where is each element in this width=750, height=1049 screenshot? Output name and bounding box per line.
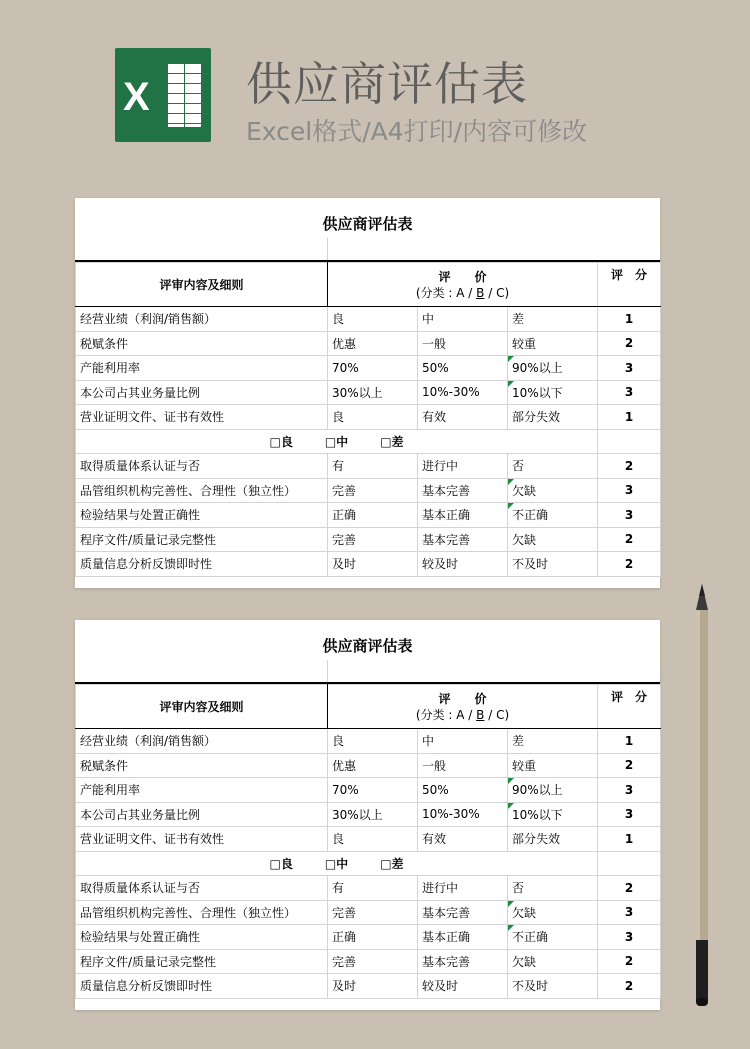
rating-a-cell[interactable]: 良 xyxy=(328,827,418,852)
rating-b-cell[interactable]: 较及时 xyxy=(418,552,508,577)
page-subtitle: Excel格式/A4打印/内容可修改 xyxy=(246,117,588,146)
rating-sub-prefix: (分类 : A / xyxy=(415,285,477,300)
section-option[interactable]: □差 xyxy=(380,434,404,449)
rating-b-cell[interactable]: 有效 xyxy=(418,405,508,430)
criteria-cell[interactable]: 产能利用率 xyxy=(76,356,328,381)
rating-a-cell[interactable]: 有 xyxy=(328,876,418,901)
rating-c-cell[interactable]: 不正确 xyxy=(508,503,598,528)
rating-a-cell[interactable]: 完善 xyxy=(328,478,418,503)
rating-b-cell[interactable]: 一般 xyxy=(418,753,508,778)
rating-a-cell[interactable]: 及时 xyxy=(328,552,418,577)
rating-header-label: 评 价 xyxy=(438,691,487,706)
table-row xyxy=(76,527,661,552)
rating-b-cell[interactable]: 进行中 xyxy=(418,454,508,479)
table-row xyxy=(76,380,661,405)
rating-sub-suffix: / C) xyxy=(484,285,510,300)
score-cell[interactable]: 1 xyxy=(598,307,661,332)
score-cell[interactable]: 3 xyxy=(598,778,661,803)
rating-a-cell[interactable]: 70% xyxy=(328,356,418,381)
criteria-cell[interactable]: 经营业绩（利润/销售额） xyxy=(76,729,328,754)
excel-logo-icon xyxy=(115,48,211,142)
rating-header-label: 评 价 xyxy=(438,269,487,284)
table-row xyxy=(76,949,661,974)
criteria-cell[interactable]: 品管组织机构完善性、合理性（独立性） xyxy=(76,900,328,925)
rating-header-sub xyxy=(332,707,593,723)
criteria-cell[interactable]: 本公司占其业务量比例 xyxy=(76,802,328,827)
rating-a-cell[interactable]: 良 xyxy=(328,405,418,430)
criteria-cell[interactable]: 程序文件/质量记录完整性 xyxy=(76,527,328,552)
blank-row xyxy=(75,238,660,262)
pencil-icon xyxy=(692,584,712,1006)
sheet-preview-2 xyxy=(75,620,660,1010)
rating-c-cell[interactable]: 不及时 xyxy=(508,974,598,999)
sheet-preview-1 xyxy=(75,198,660,588)
rating-c-cell[interactable]: 欠缺 xyxy=(508,527,598,552)
table-row xyxy=(76,925,661,950)
score-cell[interactable]: 2 xyxy=(598,949,661,974)
criteria-cell[interactable]: 检验结果与处置正确性 xyxy=(76,503,328,528)
empty-cell[interactable] xyxy=(598,429,661,454)
score-cell[interactable]: 2 xyxy=(598,753,661,778)
score-cell[interactable]: 3 xyxy=(598,380,661,405)
table-row xyxy=(76,900,661,925)
rating-a-cell[interactable]: 70% xyxy=(328,778,418,803)
rating-c-cell[interactable]: 90%以上 xyxy=(508,356,598,381)
criteria-cell[interactable]: 税赋条件 xyxy=(76,753,328,778)
rating-a-cell[interactable]: 有 xyxy=(328,454,418,479)
rating-c-cell[interactable]: 90%以上 xyxy=(508,778,598,803)
rating-c-cell[interactable]: 差 xyxy=(508,307,598,332)
blank-row xyxy=(75,660,660,684)
rating-header-sub xyxy=(332,285,593,301)
rating-c-cell[interactable]: 较重 xyxy=(508,331,598,356)
rating-b-cell[interactable]: 进行中 xyxy=(418,876,508,901)
section-option[interactable]: □中 xyxy=(324,434,349,449)
criteria-cell[interactable]: 产能利用率 xyxy=(76,778,328,803)
rating-b-cell[interactable]: 50% xyxy=(418,356,508,381)
criteria-cell[interactable]: 检验结果与处置正确性 xyxy=(76,925,328,950)
score-cell[interactable]: 2 xyxy=(598,454,661,479)
rating-c-cell[interactable]: 10%以下 xyxy=(508,802,598,827)
score-cell[interactable]: 2 xyxy=(598,331,661,356)
score-header: 评 分 xyxy=(598,685,661,729)
evaluation-table xyxy=(75,262,661,577)
excel-logo-letter: X xyxy=(123,75,150,119)
rating-sub-b: B xyxy=(476,285,485,300)
criteria-cell[interactable]: 程序文件/质量记录完整性 xyxy=(76,949,328,974)
criteria-cell[interactable]: 本公司占其业务量比例 xyxy=(76,380,328,405)
score-header: 评 分 xyxy=(598,263,661,307)
rating-a-cell[interactable]: 及时 xyxy=(328,974,418,999)
score-cell[interactable]: 2 xyxy=(598,974,661,999)
rating-header xyxy=(328,685,598,729)
table-row xyxy=(76,778,661,803)
rating-b-cell[interactable]: 基本正确 xyxy=(418,503,508,528)
score-cell[interactable]: 3 xyxy=(598,356,661,381)
table-row xyxy=(76,753,661,778)
rating-sub-prefix: (分类 : A / xyxy=(415,707,477,722)
score-cell[interactable]: 1 xyxy=(598,729,661,754)
rating-a-cell[interactable]: 优惠 xyxy=(328,331,418,356)
table-row xyxy=(76,307,661,332)
criteria-cell[interactable]: 营业证明文件、证书有效性 xyxy=(76,827,328,852)
rating-b-cell[interactable]: 中 xyxy=(418,729,508,754)
rating-b-cell[interactable]: 基本完善 xyxy=(418,478,508,503)
table-row xyxy=(76,729,661,754)
section-separator xyxy=(76,429,598,454)
rating-b-cell[interactable]: 基本正确 xyxy=(418,925,508,950)
sheet-title: 供应商评估表 xyxy=(322,215,413,233)
rating-c-cell[interactable]: 欠缺 xyxy=(508,949,598,974)
rating-a-cell[interactable]: 良 xyxy=(328,307,418,332)
rating-b-cell[interactable]: 一般 xyxy=(418,331,508,356)
rating-b-cell[interactable]: 基本完善 xyxy=(418,949,508,974)
rating-c-cell[interactable]: 欠缺 xyxy=(508,900,598,925)
rating-a-cell[interactable]: 30%以上 xyxy=(328,802,418,827)
score-cell[interactable]: 3 xyxy=(598,925,661,950)
rating-c-cell[interactable]: 否 xyxy=(508,876,598,901)
rating-c-cell[interactable]: 差 xyxy=(508,729,598,754)
section-option[interactable]: □良 xyxy=(269,434,293,449)
rating-a-cell[interactable]: 完善 xyxy=(328,949,418,974)
rating-b-cell[interactable]: 10%-30% xyxy=(418,380,508,405)
score-cell[interactable]: 2 xyxy=(598,876,661,901)
score-cell[interactable]: 3 xyxy=(598,900,661,925)
criteria-header: 评审内容及细则 xyxy=(76,263,328,307)
criteria-cell[interactable]: 税赋条件 xyxy=(76,331,328,356)
rating-b-cell[interactable]: 50% xyxy=(418,778,508,803)
criteria-cell[interactable]: 质量信息分析反馈即时性 xyxy=(76,974,328,999)
table-row xyxy=(76,802,661,827)
rating-b-cell[interactable]: 有效 xyxy=(418,827,508,852)
rating-a-cell[interactable]: 优惠 xyxy=(328,753,418,778)
rating-sub-suffix: / C) xyxy=(484,707,510,722)
score-cell[interactable]: 2 xyxy=(598,527,661,552)
criteria-cell[interactable]: 经营业绩（利润/销售额） xyxy=(76,307,328,332)
rating-a-cell[interactable]: 良 xyxy=(328,729,418,754)
rating-c-cell[interactable]: 部分失效 xyxy=(508,827,598,852)
section-separator-row xyxy=(76,851,661,876)
table-row xyxy=(76,478,661,503)
table-row xyxy=(76,356,661,381)
score-cell[interactable]: 2 xyxy=(598,552,661,577)
rating-a-cell[interactable]: 完善 xyxy=(328,900,418,925)
score-cell[interactable]: 1 xyxy=(598,405,661,430)
page-title: 供应商评估表 xyxy=(246,57,528,111)
criteria-cell[interactable]: 质量信息分析反馈即时性 xyxy=(76,552,328,577)
table-row xyxy=(76,331,661,356)
table-row xyxy=(76,405,661,430)
section-separator-row xyxy=(76,429,661,454)
table-row xyxy=(76,974,661,999)
rating-c-cell[interactable]: 不及时 xyxy=(508,552,598,577)
score-cell[interactable]: 3 xyxy=(598,802,661,827)
criteria-cell[interactable]: 营业证明文件、证书有效性 xyxy=(76,405,328,430)
score-cell[interactable]: 1 xyxy=(598,827,661,852)
rating-c-cell[interactable]: 否 xyxy=(508,454,598,479)
sheet-title: 供应商评估表 xyxy=(322,637,413,655)
rating-a-cell[interactable]: 正确 xyxy=(328,503,418,528)
rating-c-cell[interactable]: 10%以下 xyxy=(508,380,598,405)
evaluation-table xyxy=(75,684,661,999)
rating-c-cell[interactable]: 不正确 xyxy=(508,925,598,950)
section-option[interactable]: □差 xyxy=(380,856,404,871)
score-cell[interactable]: 3 xyxy=(598,503,661,528)
section-separator xyxy=(76,851,598,876)
rating-b-cell[interactable]: 基本完善 xyxy=(418,527,508,552)
excel-grid-icon xyxy=(167,63,201,127)
criteria-cell[interactable]: 取得质量体系认证与否 xyxy=(76,876,328,901)
criteria-cell[interactable]: 品管组织机构完善性、合理性（独立性） xyxy=(76,478,328,503)
rating-b-cell[interactable]: 10%-30% xyxy=(418,802,508,827)
table-row xyxy=(76,552,661,577)
rating-b-cell[interactable]: 较及时 xyxy=(418,974,508,999)
criteria-header: 评审内容及细则 xyxy=(76,685,328,729)
rating-c-cell[interactable]: 较重 xyxy=(508,753,598,778)
rating-a-cell[interactable]: 完善 xyxy=(328,527,418,552)
criteria-cell[interactable]: 取得质量体系认证与否 xyxy=(76,454,328,479)
table-header-row xyxy=(76,685,661,729)
rating-a-cell[interactable]: 30%以上 xyxy=(328,380,418,405)
table-row xyxy=(76,454,661,479)
table-row xyxy=(76,503,661,528)
section-option[interactable]: □中 xyxy=(324,856,349,871)
rating-a-cell[interactable]: 正确 xyxy=(328,925,418,950)
rating-b-cell[interactable]: 中 xyxy=(418,307,508,332)
empty-cell[interactable] xyxy=(598,851,661,876)
rating-header xyxy=(328,263,598,307)
table-header-row xyxy=(76,263,661,307)
section-option[interactable]: □良 xyxy=(269,856,293,871)
table-row xyxy=(76,827,661,852)
rating-sub-b: B xyxy=(476,707,485,722)
rating-b-cell[interactable]: 基本完善 xyxy=(418,900,508,925)
rating-c-cell[interactable]: 部分失效 xyxy=(508,405,598,430)
score-cell[interactable]: 3 xyxy=(598,478,661,503)
rating-c-cell[interactable]: 欠缺 xyxy=(508,478,598,503)
table-row xyxy=(76,876,661,901)
